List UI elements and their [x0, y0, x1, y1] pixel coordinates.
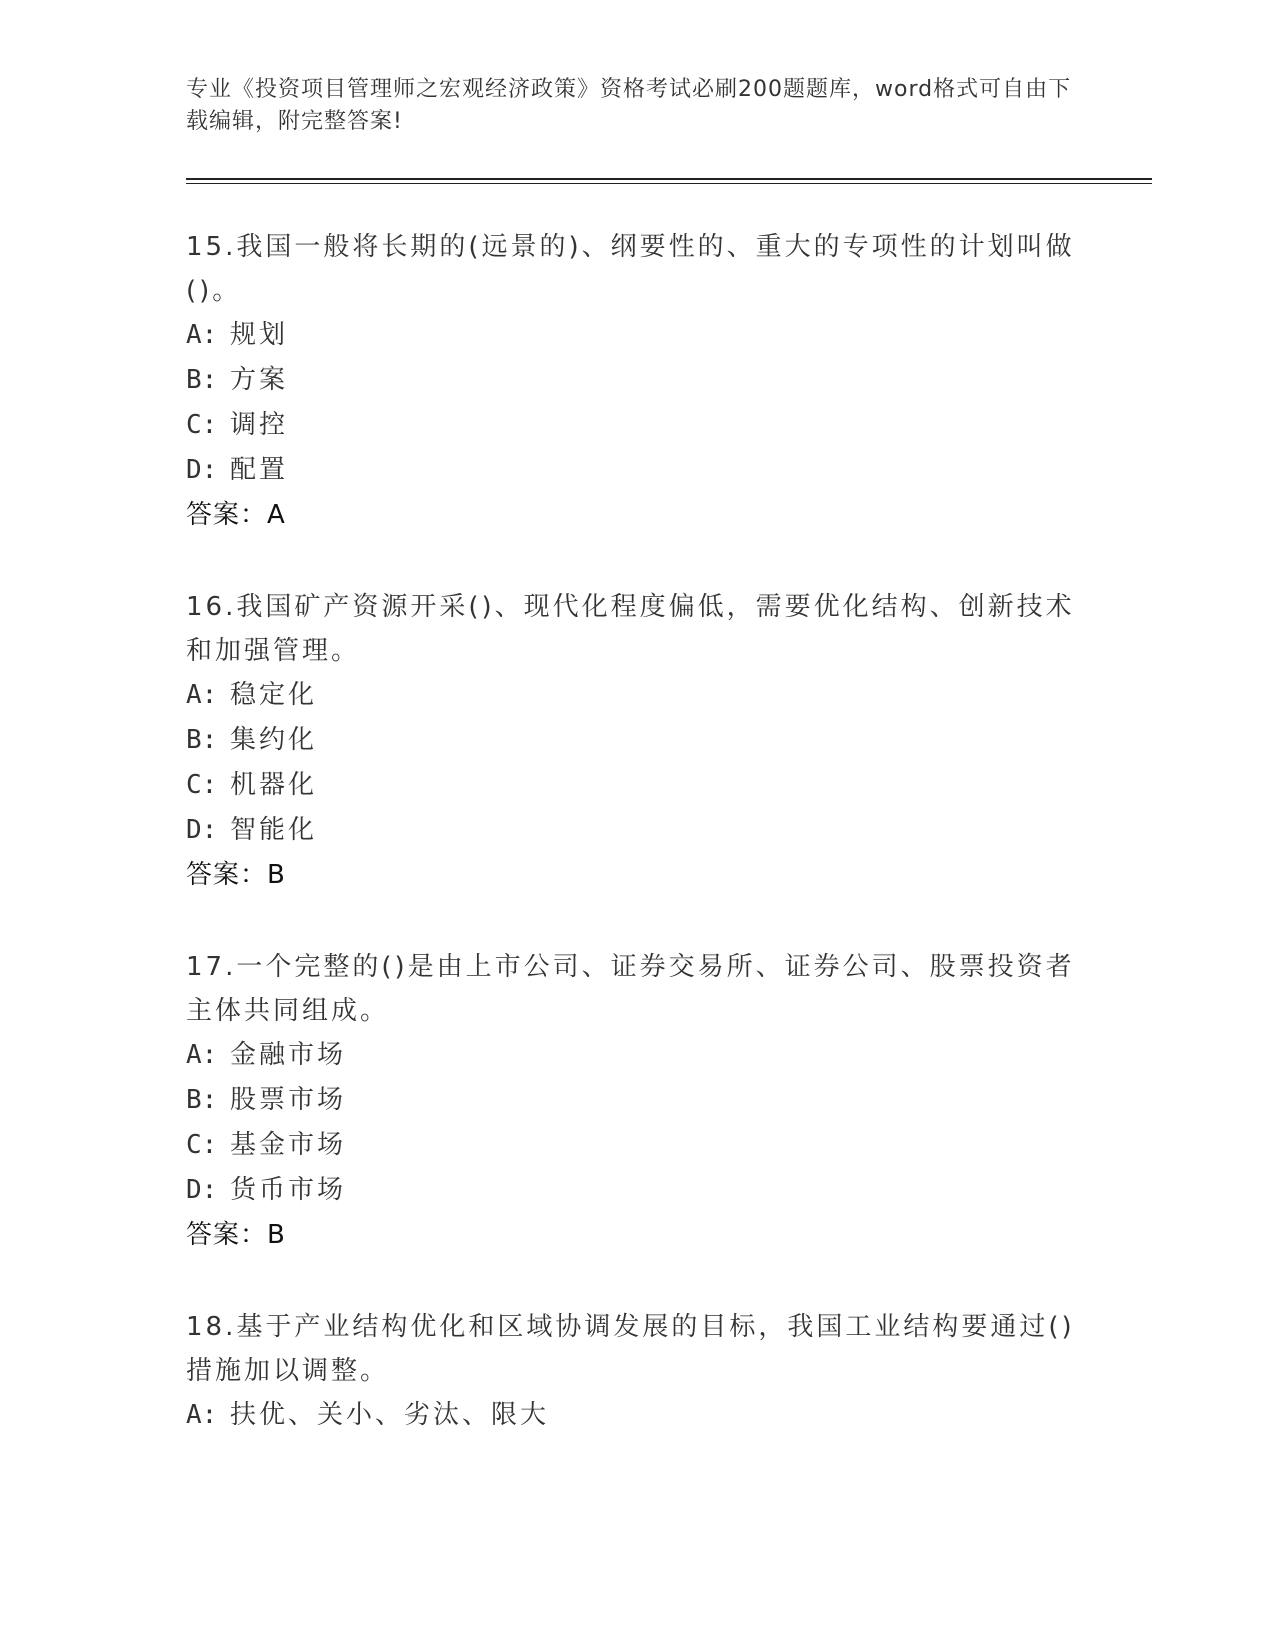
- option-text: 规划: [230, 320, 289, 350]
- option-key: A:: [186, 1040, 218, 1070]
- question-17: [186, 945, 1086, 1258]
- question-text: 16.我国矿产资源开采()、现代化程度偏低，需要优化结构、创新技术和加强管理。: [186, 592, 1075, 666]
- option-b: [186, 1078, 1086, 1123]
- option-a: [186, 1033, 1086, 1078]
- answer: 答案：A: [186, 500, 286, 530]
- option-key: B:: [186, 365, 218, 395]
- option-key: C:: [186, 770, 218, 800]
- option-key: D:: [186, 455, 218, 485]
- option-key: C:: [186, 1130, 218, 1160]
- option-text: 股票市场: [230, 1085, 347, 1115]
- option-c: [186, 403, 1086, 448]
- option-text: 金融市场: [230, 1040, 347, 1070]
- option-c: [186, 1123, 1086, 1168]
- answer: 答案：B: [186, 1220, 286, 1250]
- option-text: 扶优、关小、劣汰、限大: [230, 1400, 550, 1430]
- option-text: 集约化: [230, 725, 318, 755]
- option-text: 配置: [230, 455, 289, 485]
- option-a: [186, 1393, 1086, 1438]
- question-text: 17.一个完整的()是由上市公司、证券交易所、证券公司、股票投资者主体共同组成。: [186, 952, 1075, 1026]
- option-text: 方案: [230, 365, 289, 395]
- option-c: [186, 763, 1086, 808]
- option-key: B:: [186, 1085, 218, 1115]
- option-key: D:: [186, 815, 218, 845]
- option-a: [186, 673, 1086, 718]
- option-key: A:: [186, 680, 218, 710]
- option-text: 智能化: [230, 815, 318, 845]
- option-text: 稳定化: [230, 680, 318, 710]
- option-a: [186, 313, 1086, 358]
- option-key: B:: [186, 725, 218, 755]
- option-d: [186, 808, 1086, 853]
- question-15: [186, 225, 1086, 538]
- option-key: D:: [186, 1175, 218, 1205]
- option-d: [186, 448, 1086, 493]
- question-18: [186, 1305, 1086, 1438]
- question-text: 15.我国一般将长期的(远景的)、纲要性的、重大的专项性的计划叫做()。: [186, 232, 1075, 306]
- option-text: 调控: [230, 410, 289, 440]
- answer: 答案：B: [186, 860, 286, 890]
- option-text: 机器化: [230, 770, 318, 800]
- option-key: C:: [186, 410, 218, 440]
- option-key: A:: [186, 1400, 218, 1430]
- header-divider-thick: [186, 178, 1152, 180]
- option-d: [186, 1168, 1086, 1213]
- question-16: [186, 585, 1086, 898]
- option-text: 基金市场: [230, 1130, 347, 1160]
- option-text: 货币市场: [230, 1175, 347, 1205]
- option-b: [186, 358, 1086, 403]
- header-divider-thin: [186, 183, 1152, 184]
- option-b: [186, 718, 1086, 763]
- document-header: 专业《投资项目管理师之宏观经济政策》资格考试必刷200题题库，word格式可自由下载编辑，附完整答案!: [186, 77, 1072, 134]
- question-text: 18.基于产业结构优化和区域协调发展的目标，我国工业结构要通过()措施加以调整。: [186, 1312, 1075, 1386]
- option-key: A:: [186, 320, 218, 350]
